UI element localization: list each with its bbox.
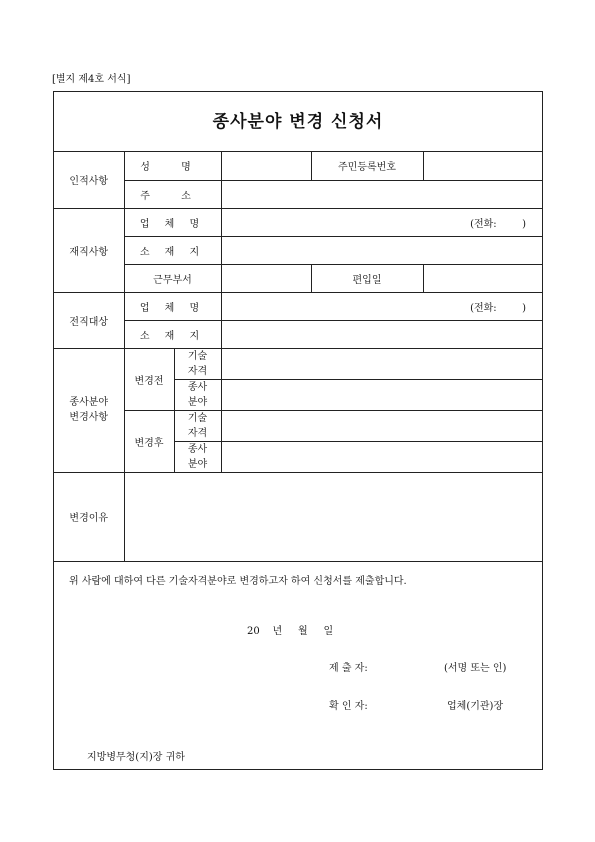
after-field-label <box>174 441 221 472</box>
dept-label: 근무부서 <box>124 264 221 292</box>
row-reason <box>54 472 542 561</box>
row-target-company <box>54 292 542 320</box>
application-form <box>53 91 543 770</box>
address-label: 주 소 <box>124 180 221 208</box>
reason-label: 변경이유 <box>54 472 124 561</box>
after-qualification-line1: 기술 <box>187 412 208 424</box>
after-qualification-label <box>174 410 221 441</box>
before-qualification-line2: 자격 <box>187 365 208 377</box>
row-target-location <box>54 320 542 348</box>
row-after-qualification <box>54 410 542 441</box>
row-before-qualification <box>54 348 542 379</box>
target-company-label: 업 체 명 <box>124 292 221 320</box>
target-location-field[interactable] <box>221 320 542 348</box>
after-field-line2: 분야 <box>187 458 208 470</box>
section-current-employment: 재직사항 <box>54 208 124 292</box>
form-number-caption: [별지 제4호 서식] <box>52 74 131 85</box>
reason-field[interactable] <box>124 472 542 561</box>
target-company-field[interactable] <box>221 292 542 320</box>
after-field-field[interactable] <box>221 441 542 472</box>
before-field-line2: 분야 <box>187 396 208 408</box>
current-company-field[interactable] <box>221 208 542 236</box>
confirmer-label: 확 인 자: <box>329 701 368 712</box>
current-company-label: 업 체 명 <box>124 208 221 236</box>
before-field-field[interactable] <box>221 379 542 410</box>
row-name <box>54 152 542 180</box>
form-table <box>54 152 542 562</box>
section-field-change <box>54 348 124 472</box>
row-current-dept <box>54 264 542 292</box>
declaration-text: 위 사람에 대하여 다른 기술자격분야로 변경하고자 하여 신청서를 제출합니다. <box>69 576 407 587</box>
row-address <box>54 180 542 208</box>
transfer-date-field[interactable] <box>423 264 542 292</box>
applicant-label: 제 출 자: <box>329 663 368 674</box>
target-phone-label: (전화: ) <box>470 302 526 314</box>
rrn-field[interactable] <box>423 152 542 180</box>
confirmer-signature-label: 업체(기관)장 <box>447 701 504 712</box>
dept-field[interactable] <box>221 264 311 292</box>
before-qualification-line1: 기술 <box>187 350 208 362</box>
date-line: 20 년 월 일 <box>247 626 334 637</box>
after-qualification-line2: 자격 <box>187 427 208 439</box>
address-field[interactable] <box>221 180 542 208</box>
section-personal: 인적사항 <box>54 152 124 208</box>
before-field-label <box>174 379 221 410</box>
applicant-signature-label: (서명 또는 인) <box>444 663 507 674</box>
name-field[interactable] <box>221 152 311 180</box>
section-field-change-line1: 종사분야 <box>69 397 109 408</box>
before-qualification-field[interactable] <box>221 348 542 379</box>
after-field-line1: 종사 <box>187 443 208 455</box>
addressee: 지방병무청(지)장 귀하 <box>87 752 185 763</box>
before-qualification-label <box>174 348 221 379</box>
target-location-label: 소 재 지 <box>124 320 221 348</box>
form-title: 종사분야 변경 신청서 <box>54 92 542 152</box>
before-field-line1: 종사 <box>187 381 208 393</box>
rrn-label: 주민등록번호 <box>311 152 423 180</box>
current-location-label: 소 재 지 <box>124 236 221 264</box>
transfer-date-label: 편입일 <box>311 264 423 292</box>
current-phone-label: (전화: ) <box>470 218 526 230</box>
row-current-company <box>54 208 542 236</box>
section-field-change-line2: 변경사항 <box>69 412 109 423</box>
after-change-label: 변경후 <box>124 410 174 472</box>
name-label: 성 명 <box>124 152 221 180</box>
current-location-field[interactable] <box>221 236 542 264</box>
section-transfer-target: 전직대상 <box>54 292 124 348</box>
row-current-location <box>54 236 542 264</box>
before-change-label: 변경전 <box>124 348 174 410</box>
after-qualification-field[interactable] <box>221 410 542 441</box>
